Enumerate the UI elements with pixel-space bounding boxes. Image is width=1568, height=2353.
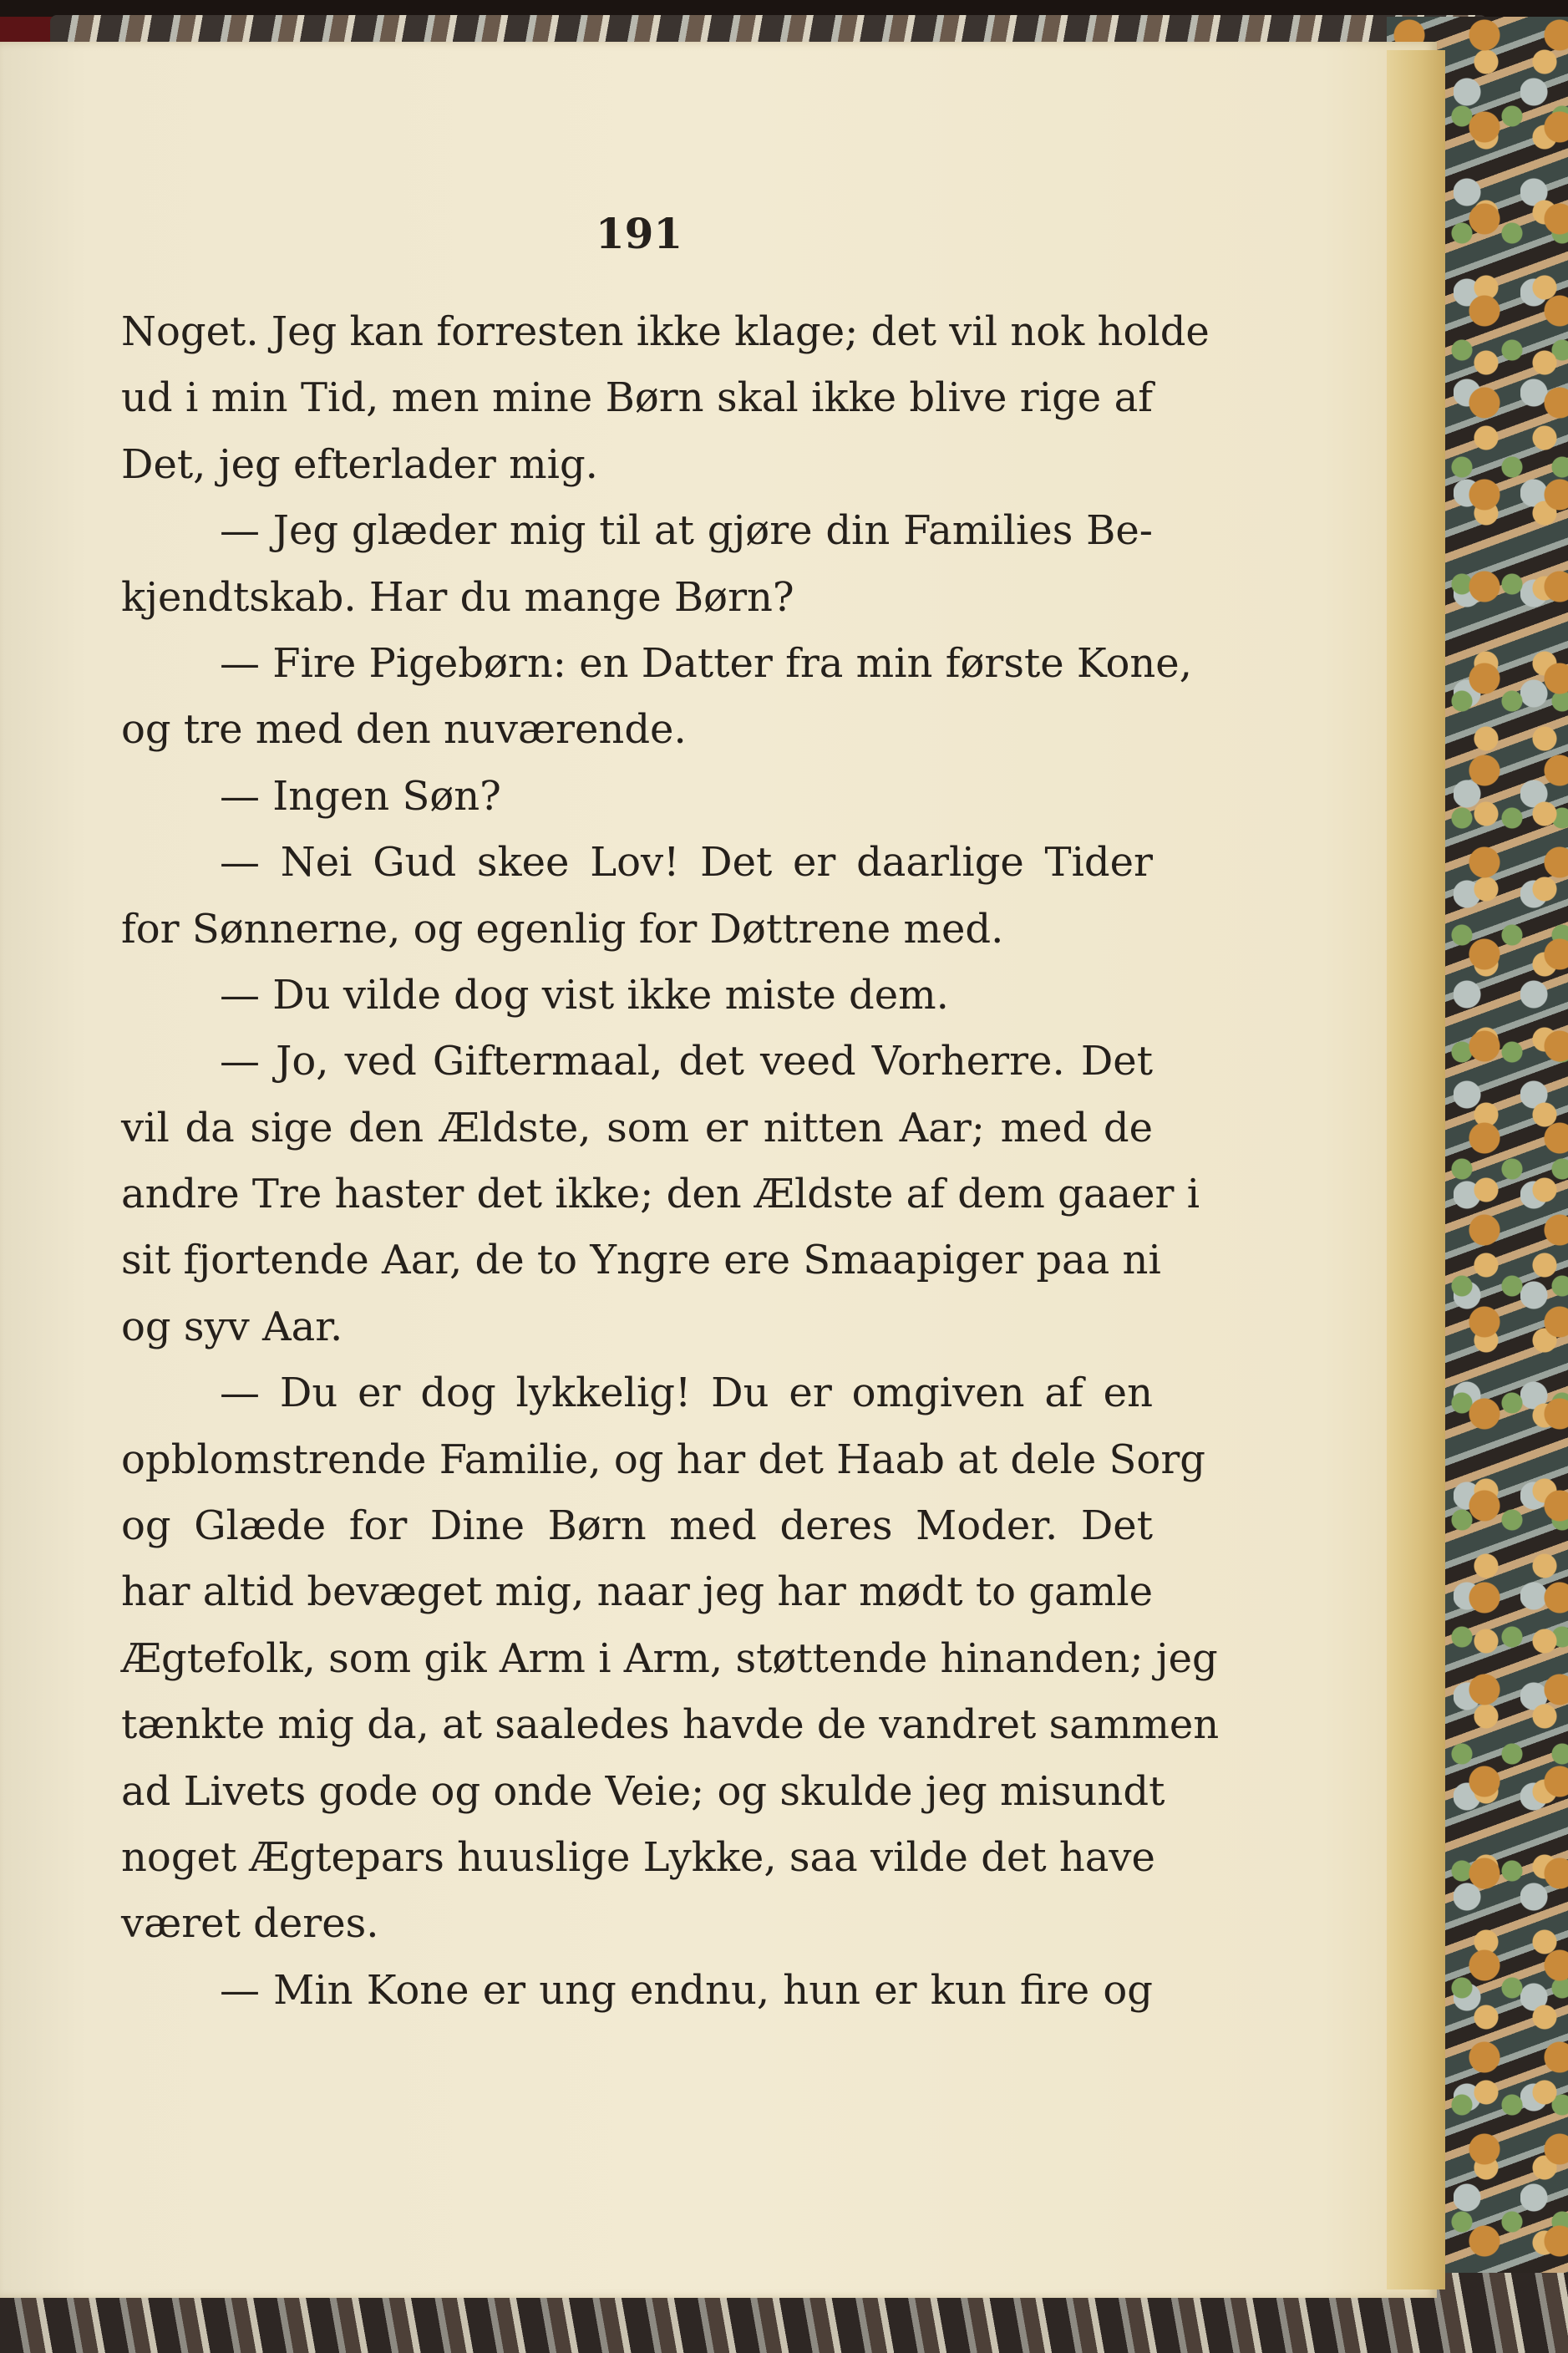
text-line: vil da sige den Ældste, som er nitten Aar; med de bbox=[121, 1104, 1153, 1151]
text-line: tænkte mig da, at saaledes havde de vandret sammen bbox=[121, 1701, 1220, 1749]
text-line: kjendtskab. Har du mange Børn? bbox=[121, 573, 794, 621]
text-line: og syv Aar. bbox=[121, 1303, 343, 1350]
text-line: opblomstrende Familie, og har det Haab at dele Sorg bbox=[121, 1436, 1205, 1483]
body-text bbox=[121, 299, 1220, 2024]
text-line: ud i min Tid, men mine Børn skal ikke blive rige af bbox=[121, 374, 1153, 422]
text-line: noget Ægtepars huuslige Lykke, saa vilde det have bbox=[121, 1833, 1155, 1881]
text-line: — Jo, ved Giftermaal, det veed Vorherre. Det bbox=[220, 1038, 1153, 1085]
text-line: Det, jeg efterlader mig. bbox=[121, 440, 598, 488]
text-line: — Ingen Søn? bbox=[220, 772, 501, 820]
text-line: og tre med den nuværende. bbox=[121, 706, 687, 754]
text-line: — Min Kone er ung endnu, hun er kun fire og bbox=[220, 1966, 1153, 2014]
text-line: ad Livets gode og onde Veie; og skulde jeg misundt bbox=[121, 1767, 1165, 1815]
text-line: andre Tre haster det ikke; den Ældste af dem gaaer i bbox=[121, 1171, 1200, 1218]
text-line: og Glæde for Dine Børn med deres Moder. Det bbox=[121, 1502, 1153, 1550]
text-line: været deres. bbox=[121, 1900, 379, 1948]
text-line: for Sønnerne, og egenlig for Døttrene med. bbox=[121, 905, 1004, 953]
text-line: — Fire Pigebørn: en Datter fra min første Kone, bbox=[220, 639, 1192, 687]
page-number: 191 bbox=[595, 209, 683, 258]
text-line: — Jeg glæder mig til at gjøre din Families Be- bbox=[220, 507, 1153, 555]
text-line: — Du er dog lykkelig! Du er omgiven af en bbox=[220, 1370, 1153, 1417]
text-line: — Du vilde dog vist ikke miste dem. bbox=[220, 971, 949, 1019]
text-line: Noget. Jeg kan forresten ikke klage; det vil nok holde bbox=[121, 308, 1210, 355]
text-line: sit fjortende Aar, de to Yngre ere Smaapiger paa ni bbox=[121, 1237, 1161, 1284]
text-line: Ægtefolk, som gik Arm i Arm, støttende hinanden; jeg bbox=[121, 1634, 1218, 1682]
page-stack-edge bbox=[1387, 50, 1445, 2289]
text-line: har altid bevæget mig, naar jeg har mødt to gamle bbox=[121, 1568, 1153, 1616]
text-line: — Nei Gud skee Lov! Det er daarlige Tider bbox=[220, 839, 1153, 887]
